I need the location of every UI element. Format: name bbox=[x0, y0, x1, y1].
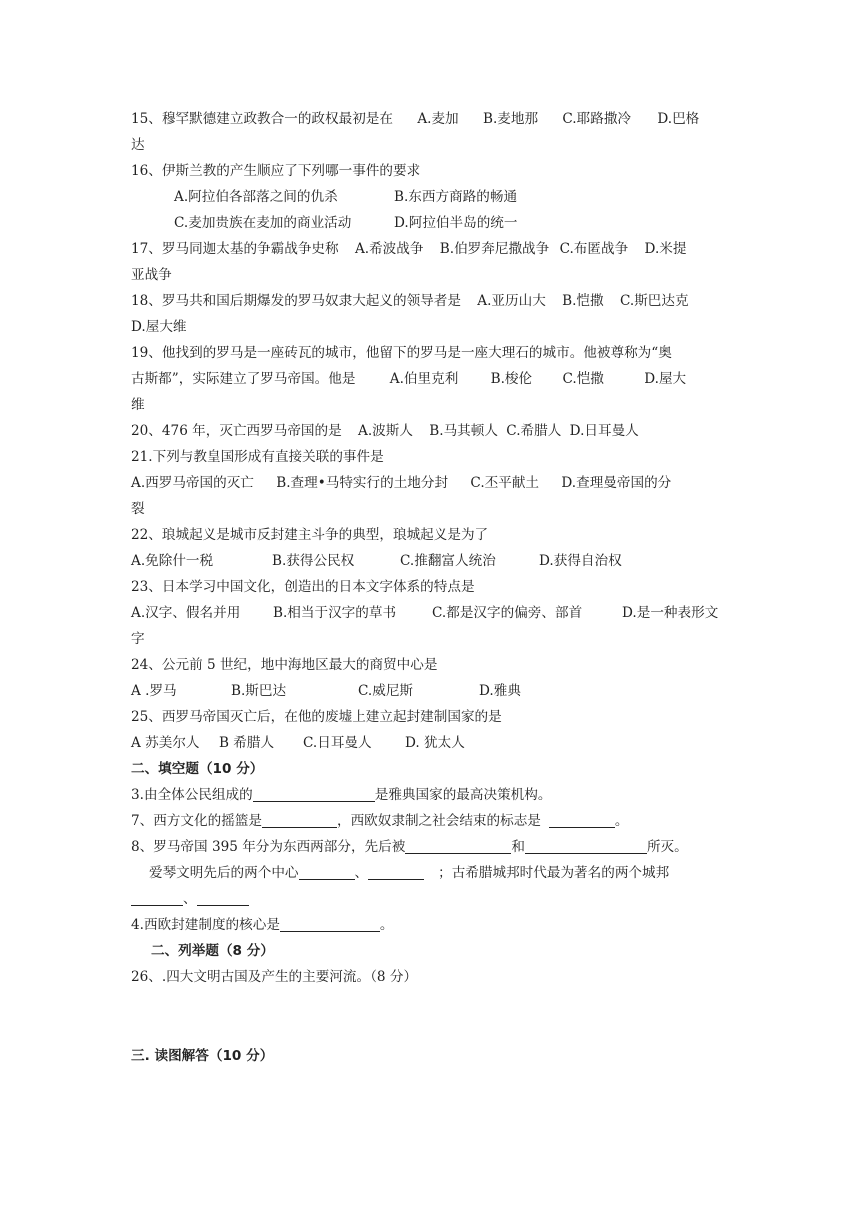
q16-options-row1 bbox=[131, 184, 731, 210]
fill-aegean-mid: ；古希腊城邦时代最为著名的两个城邦 bbox=[438, 865, 670, 881]
q25-option-d: D. 犹太人 bbox=[405, 735, 465, 751]
q15-option-a: A.麦加 bbox=[417, 111, 459, 127]
fill-city-state-blank-1[interactable] bbox=[131, 889, 183, 906]
q25-option-c: C.日耳曼人 bbox=[303, 735, 372, 751]
exam-page bbox=[131, 106, 731, 1069]
fill-city-state-blank-2[interactable] bbox=[197, 889, 249, 906]
q17-wrap: 亚战争 bbox=[131, 267, 172, 283]
question-21: 21.下列与教皇国形成有直接关联的事件是 bbox=[131, 449, 384, 465]
question-25: 25、西罗马帝国灭亡后，在他的废墟上建立起封建制国家的是 bbox=[131, 709, 502, 725]
q17-option-b: B.伯罗奔尼撒战争 bbox=[439, 241, 550, 257]
q21-option-c: C.丕平献土 bbox=[470, 475, 540, 491]
q17-option-c: C.布匿战争 bbox=[559, 241, 629, 257]
question-15 bbox=[131, 106, 731, 132]
fill-4-blank[interactable] bbox=[280, 915, 380, 932]
q15-option-d: D.巴格 bbox=[657, 111, 700, 127]
question-24: 24、公元前 5 世纪，地中海地区最大的商贸中心是 bbox=[131, 657, 438, 673]
q17-stem: 17、罗马同迦太基的争霸战争史称 bbox=[131, 241, 339, 257]
q15-option-b: B.麦地那 bbox=[482, 111, 539, 127]
fill-8-mid: 和 bbox=[511, 839, 525, 855]
section-map-title: 三. 读图解答（10 分） bbox=[131, 1048, 274, 1064]
q16-options-row2 bbox=[131, 210, 731, 236]
q24-option-b: B.斯巴达 bbox=[231, 683, 287, 699]
q20-option-b: B.马其顿人 bbox=[429, 423, 498, 439]
fill-8-blank-2[interactable] bbox=[525, 837, 647, 854]
q19-option-c: C.恺撒 bbox=[562, 371, 604, 387]
fill-aegean bbox=[131, 860, 731, 886]
fill-8-blank-1[interactable] bbox=[405, 837, 511, 854]
q19-stem-cont: 古斯都”，实际建立了罗马帝国。他是 bbox=[131, 371, 356, 387]
fill-aegean-cont bbox=[131, 886, 731, 912]
q20-option-a: A.波斯人 bbox=[358, 423, 413, 439]
fill-4 bbox=[131, 912, 731, 938]
fill-aegean-pre: 爱琴文明先后的两个中心 bbox=[149, 865, 299, 881]
q18-option-b: B.恺撒 bbox=[562, 293, 604, 309]
q15-stem: 15、穆罕默德建立政教合一的政权最初是在 bbox=[131, 111, 393, 127]
q19-wrap: 维 bbox=[131, 397, 145, 413]
question-23: 23、日本学习中国文化，创造出的日本文字体系的特点是 bbox=[131, 579, 475, 595]
q23-option-d: D.是一种表形文 bbox=[622, 605, 719, 621]
q25-options bbox=[131, 730, 731, 756]
question-26: 26、.四大文明古国及产生的主要河流。（8 分） bbox=[131, 969, 418, 985]
q16-option-c: C.麦加贵族在麦加的商业活动 bbox=[174, 215, 352, 231]
fill-8 bbox=[131, 834, 731, 860]
q19-option-b: B.梭伦 bbox=[490, 371, 533, 387]
q24-option-d: D.雅典 bbox=[479, 683, 521, 699]
q17-option-d: D.米提 bbox=[644, 241, 687, 257]
fill-3 bbox=[131, 782, 731, 808]
q21-options bbox=[131, 470, 731, 496]
q17-option-a: A.希波战争 bbox=[354, 241, 424, 257]
q22-options bbox=[131, 548, 731, 574]
q20-option-d: D.日耳曼人 bbox=[569, 423, 639, 439]
q19-option-a: A.伯里克利 bbox=[389, 371, 459, 387]
fill-3-post: 是雅典国家的最高决策机构。 bbox=[374, 787, 552, 803]
fill-7 bbox=[131, 808, 731, 834]
fill-aegean-sep: 、 bbox=[354, 865, 369, 881]
q16-option-b: B.东西方商路的畅通 bbox=[394, 189, 518, 205]
q22-option-a: A.免除什一税 bbox=[131, 553, 214, 569]
fill-4-pre: 4.西欧封建制度的核心是 bbox=[131, 917, 280, 933]
q19-line2 bbox=[131, 366, 731, 392]
q21-option-a: A.西罗马帝国的灭亡 bbox=[131, 475, 254, 491]
q25-option-b: B 希腊人 bbox=[219, 735, 275, 751]
q15-option-c: C.耶路撒冷 bbox=[562, 111, 632, 127]
q20-stem: 20、476 年，灭亡西罗马帝国的是 bbox=[131, 423, 342, 439]
q16-option-d: D.阿拉伯半岛的统一 bbox=[394, 215, 518, 231]
fill-aegean-blank-1[interactable] bbox=[299, 863, 355, 880]
fill-8-post: 所灭。 bbox=[646, 839, 688, 855]
fill-8-pre: 8、罗马帝国 395 年分为东西两部分，先后被 bbox=[131, 839, 406, 855]
fill-7-mid: ，西欧奴隶制之社会结束的标志是 bbox=[337, 813, 541, 829]
question-18 bbox=[131, 288, 731, 314]
q21-wrap: 裂 bbox=[131, 501, 145, 517]
question-17 bbox=[131, 236, 731, 262]
q24-option-c: C.威尼斯 bbox=[358, 683, 414, 699]
q23-wrap: 字 bbox=[131, 631, 145, 647]
question-20 bbox=[131, 418, 731, 444]
q23-option-b: B.相当于汉字的草书 bbox=[273, 605, 397, 621]
fill-7-blank-2[interactable] bbox=[549, 811, 615, 828]
question-19: 19、他找到的罗马是一座砖瓦的城市，他留下的罗马是一座大理石的城市。他被尊称为“奥 bbox=[131, 345, 672, 361]
fill-aegean-blank-2[interactable] bbox=[368, 863, 424, 880]
q19-option-d: D.屋大 bbox=[644, 371, 687, 387]
fill-3-blank[interactable] bbox=[253, 785, 375, 802]
q22-option-b: B.获得公民权 bbox=[272, 553, 355, 569]
q21-option-b: B.查理•马特实行的土地分封 bbox=[276, 475, 449, 491]
section-fill-in-title: 二、填空题（10 分） bbox=[131, 761, 264, 777]
question-22: 22、琅城起义是城市反封建主斗争的典型，琅城起义是为了 bbox=[131, 527, 489, 543]
fill-7-blank-1[interactable] bbox=[262, 811, 337, 828]
fill-4-post: 。 bbox=[379, 917, 394, 933]
q22-option-d: D.获得自治权 bbox=[539, 553, 622, 569]
q22-option-c: C.推翻富人统治 bbox=[400, 553, 496, 569]
q23-option-c: C.都是汉字的偏旁、部首 bbox=[432, 605, 583, 621]
q23-options bbox=[131, 600, 731, 626]
q18-option-c: C.斯巴达克 bbox=[619, 293, 689, 309]
fill-3-pre: 3.由全体公民组成的 bbox=[131, 787, 253, 803]
q23-option-a: A.汉字、假名并用 bbox=[131, 605, 241, 621]
fill-7-post: 。 bbox=[614, 813, 629, 829]
q25-option-a: A 苏美尔人 bbox=[131, 735, 200, 751]
q21-option-d: D.查理曼帝国的分 bbox=[561, 475, 672, 491]
q16-option-a: A.阿拉伯各部落之间的仇杀 bbox=[174, 189, 338, 205]
q18-option-a: A.亚历山大 bbox=[477, 293, 546, 309]
fill-aegean-sep2: 、 bbox=[183, 891, 197, 907]
section-list-title: 二、列举题（8 分） bbox=[151, 943, 274, 959]
q24-options bbox=[131, 678, 731, 704]
fill-7-pre: 7、西方文化的摇篮是 bbox=[131, 813, 262, 829]
q20-option-c: C.希腊人 bbox=[506, 423, 562, 439]
q18-option-d: D.屋大维 bbox=[131, 319, 187, 335]
q15-wrap: 达 bbox=[131, 137, 145, 153]
q24-option-a: A .罗马 bbox=[131, 683, 177, 699]
question-16: 16、伊斯兰教的产生顺应了下列哪一事件的要求 bbox=[131, 163, 421, 179]
q18-stem: 18、罗马共和国后期爆发的罗马奴隶大起义的领导者是 bbox=[131, 293, 461, 309]
